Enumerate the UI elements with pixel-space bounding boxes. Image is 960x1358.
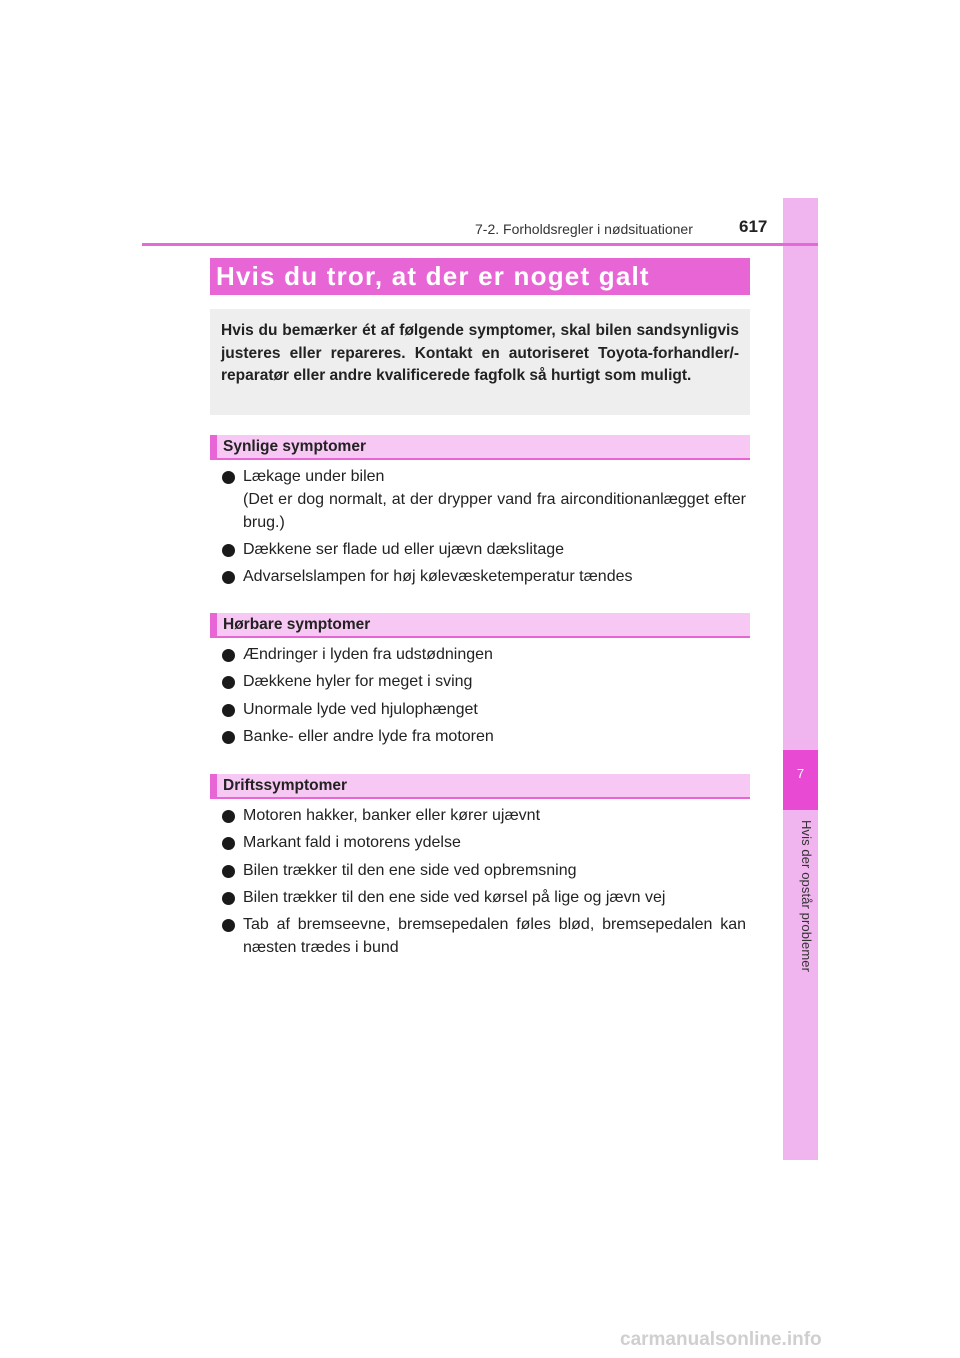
section-header: 7-2. Forholdsregler i nødsituationer	[475, 221, 693, 237]
bullet-icon	[222, 810, 235, 823]
bullet-icon	[222, 919, 235, 932]
bullet-icon	[222, 649, 235, 662]
section-heading-operational: Driftssymptomer	[210, 774, 750, 799]
list-item: Markant fald i motorens ydelse	[222, 831, 746, 854]
list-item: Dækkene ser flade ud eller ujævn dækslitage	[222, 538, 746, 561]
bullet-icon	[222, 544, 235, 557]
intro-notice: Hvis du bemærker ét af følgende symptomer, skal bilen sandsynligvis justeres eller repareres. Kontakt en autoriseret Toyota-forhandler/-reparatør eller andre kvalificerede fagfolk så hurtigt som muligt.	[210, 309, 750, 415]
list-item: Advarselslampen for høj kølevæsketemperatur tændes	[222, 565, 746, 588]
list-item: Ændringer i lyden fra udstødningen	[222, 643, 746, 666]
bullet-icon	[222, 676, 235, 689]
list-item: Tab af bremseevne, bremsepedalen føles blød, bremsepedalen kan næsten trædes i bund	[222, 913, 746, 959]
visible-symptoms-list	[222, 465, 746, 593]
list-item: Bilen trækker til den ene side ved kørsel på lige og jævn vej	[222, 886, 746, 909]
audible-symptoms-list	[222, 643, 746, 752]
list-item: Lækage under bilen (Det er dog normalt, at der drypper vand fra airconditionanlægget efter brug.)	[222, 465, 746, 534]
header-divider	[142, 243, 818, 246]
bullet-icon	[222, 704, 235, 717]
chapter-number-tab	[783, 750, 818, 810]
page-title: Hvis du tror, at der er noget galt	[210, 258, 750, 295]
chapter-number: 7	[796, 766, 805, 781]
bullet-icon	[222, 471, 235, 484]
operational-symptoms-list	[222, 804, 746, 963]
page-number: 617	[739, 217, 768, 236]
chapter-title: Hvis der opstår problemer	[799, 820, 814, 973]
list-item: Bilen trækker til den ene side ved opbremsning	[222, 859, 746, 882]
list-item: Motoren hakker, banker eller kører ujævnt	[222, 804, 746, 827]
bullet-icon	[222, 892, 235, 905]
bullet-icon	[222, 571, 235, 584]
list-item: Unormale lyde ved hjulophænget	[222, 698, 746, 721]
bullet-icon	[222, 865, 235, 878]
section-heading-visible: Synlige symptomer	[210, 435, 750, 460]
watermark: carmanualsonline.info	[620, 1329, 822, 1350]
bullet-icon	[222, 731, 235, 744]
list-item: Banke- eller andre lyde fra motoren	[222, 725, 746, 748]
bullet-icon	[222, 837, 235, 850]
section-heading-audible: Hørbare symptomer	[210, 613, 750, 638]
list-item: Dækkene hyler for meget i sving	[222, 670, 746, 693]
